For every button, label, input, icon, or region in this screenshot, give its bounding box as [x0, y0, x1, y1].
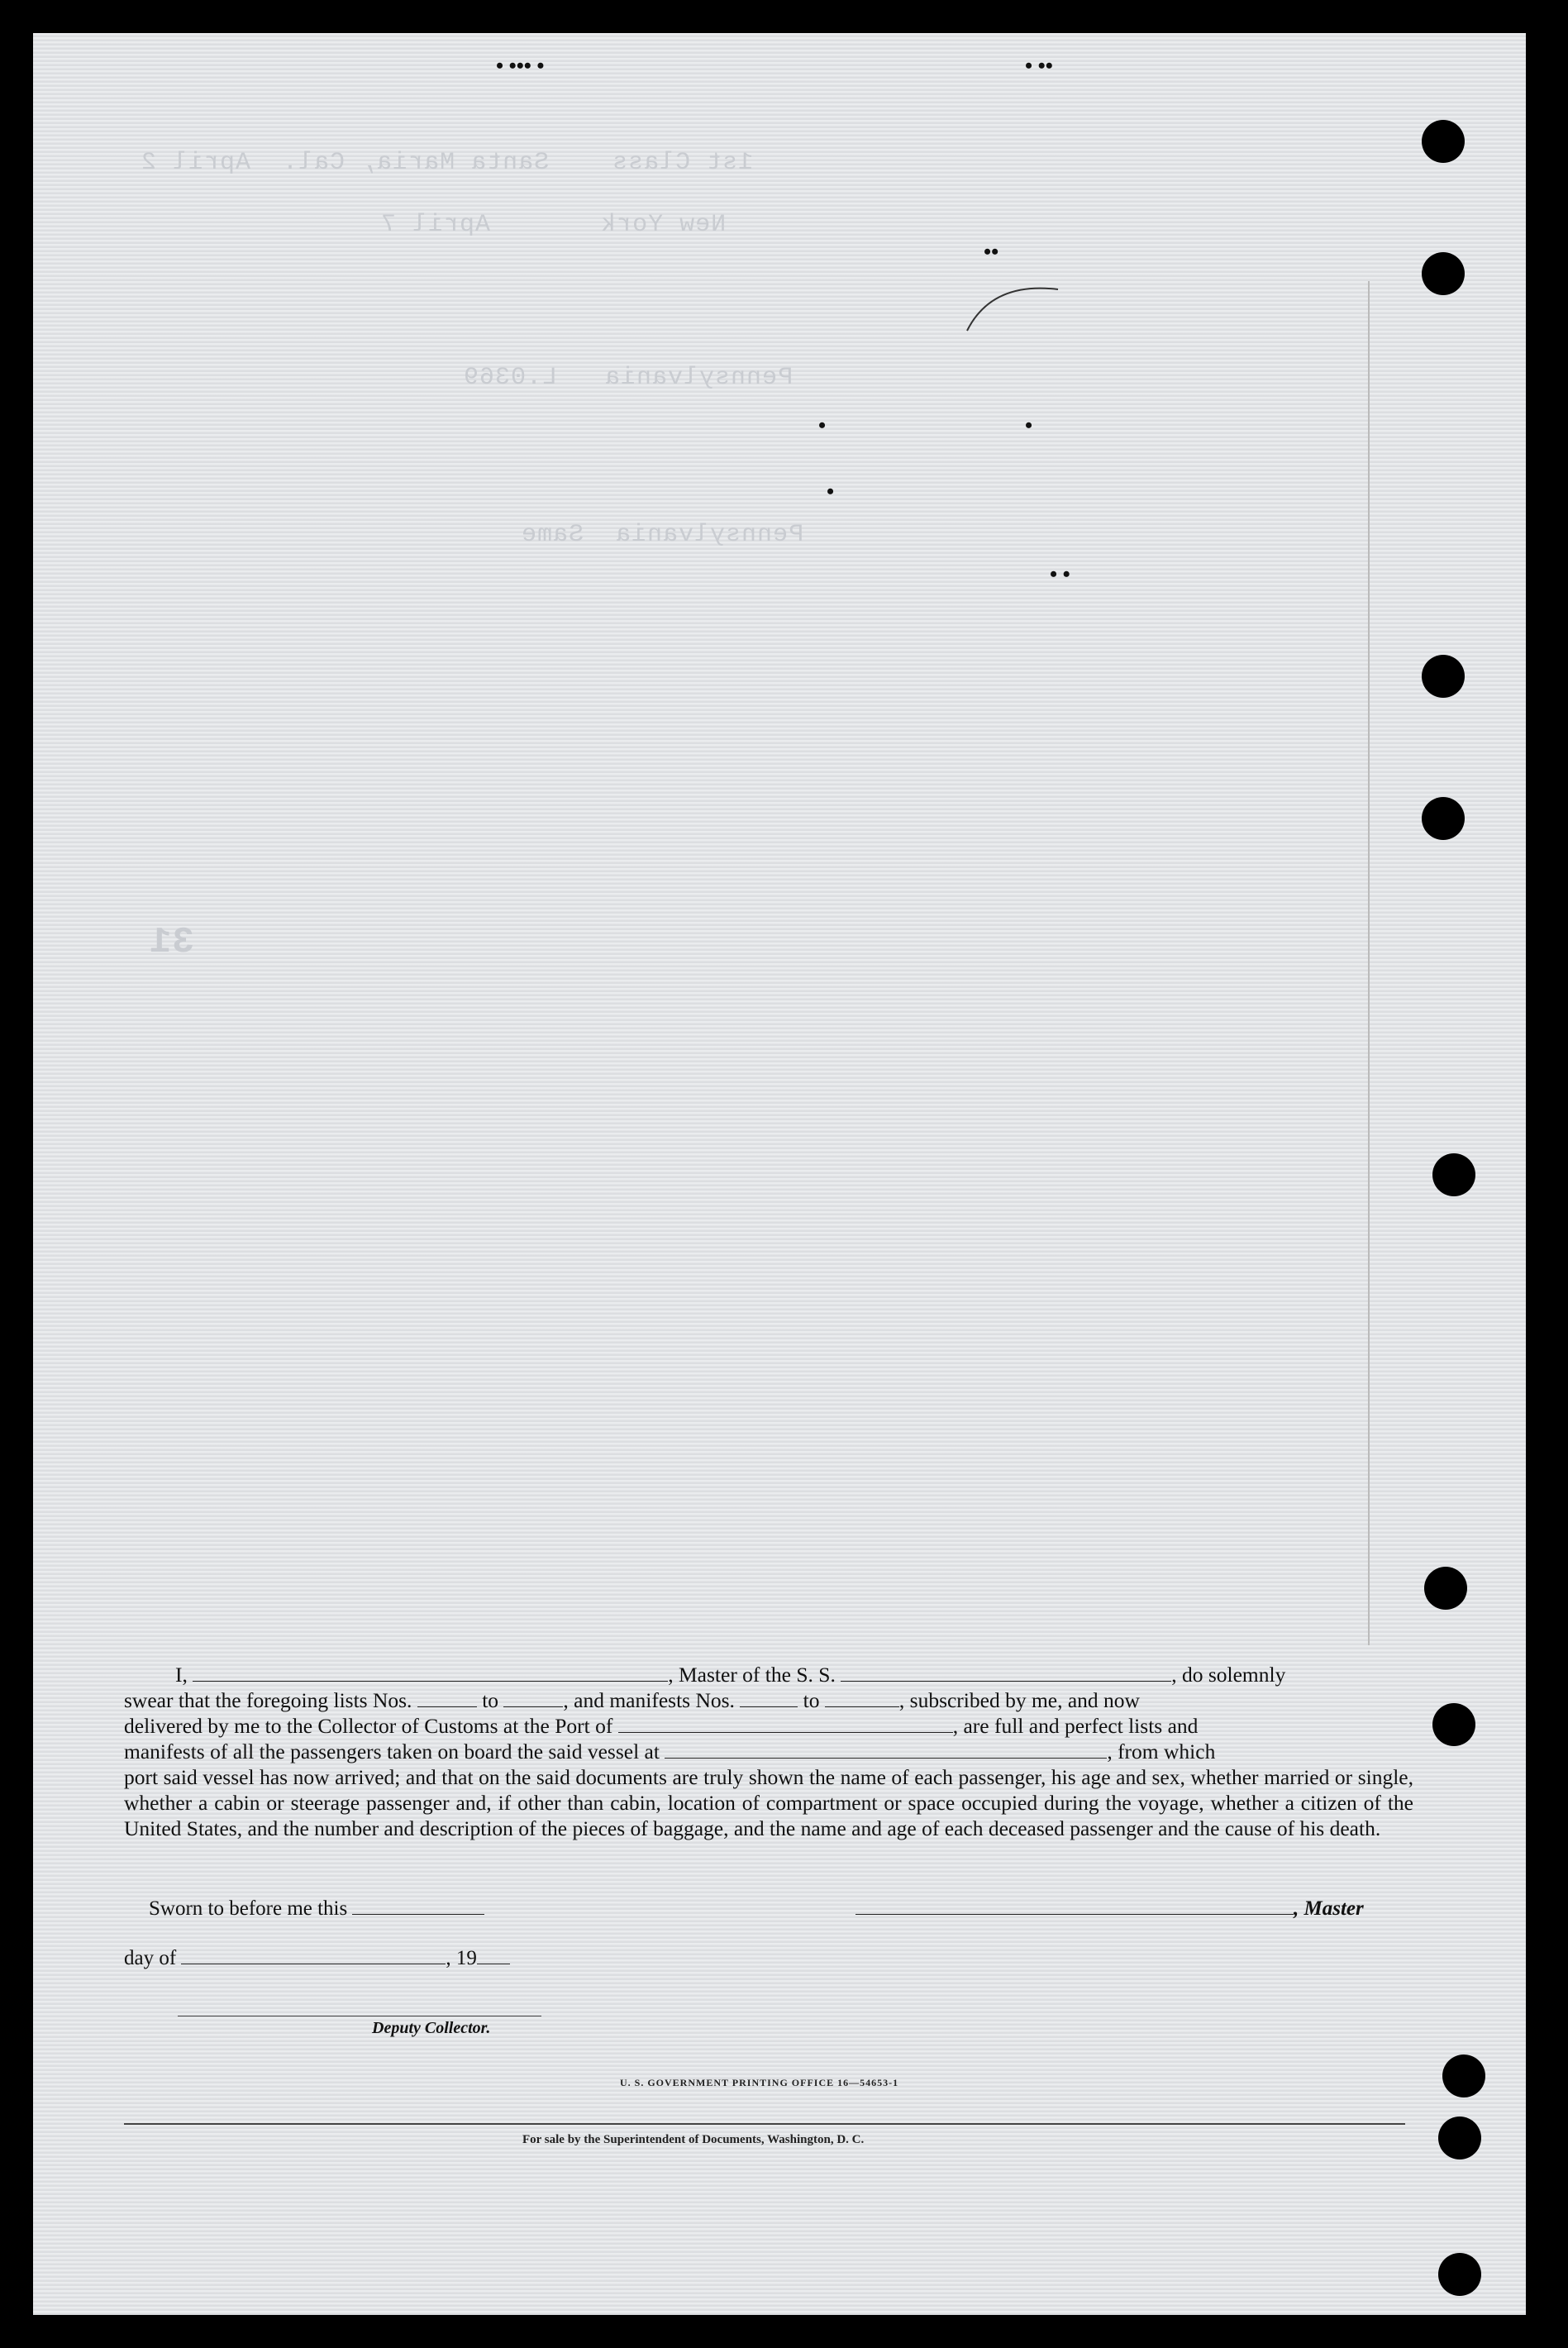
- sworn-line: [149, 1897, 484, 1921]
- margin-line: [1368, 281, 1370, 1645]
- oath-text: to: [482, 1688, 499, 1712]
- bleed-through-line: Pennsylvania L.0369: [463, 364, 794, 392]
- blank-master-name: [193, 1664, 668, 1682]
- oath-text: , subscribed by me, and now: [898, 1688, 1140, 1712]
- punch-hole: [1438, 2253, 1481, 2296]
- sworn-label: Sworn to before me this: [149, 1897, 348, 1920]
- oath-text: , Master of the S. S.: [668, 1663, 836, 1687]
- ink-mark: •: [1025, 413, 1033, 437]
- blank-list-to: [503, 1690, 563, 1707]
- punch-hole: [1422, 252, 1465, 295]
- oath-text: manifests of all the passengers taken on board the said vessel at: [124, 1740, 660, 1763]
- ink-mark: • ••: [1025, 54, 1053, 78]
- oath-text: I,: [175, 1663, 188, 1687]
- footer-rule: [124, 2123, 1405, 2125]
- punch-hole: [1442, 2054, 1485, 2097]
- oath-text: to: [803, 1688, 820, 1712]
- blank-month: [181, 1947, 446, 1964]
- bleed-through-line: New York April 7: [380, 211, 727, 239]
- bleed-through-number: 31: [149, 922, 194, 963]
- gpo-imprint: U. S. GOVERNMENT PRINTING OFFICE 16—54653-1: [620, 2077, 899, 2088]
- blank-manifest-from: [740, 1690, 798, 1707]
- punch-hole: [1432, 1153, 1475, 1196]
- blank-port: [618, 1716, 953, 1733]
- deputy-collector-label: Deputy Collector.: [372, 2019, 491, 2037]
- ink-mark: •: [827, 480, 835, 503]
- punch-hole: [1424, 1567, 1467, 1610]
- blank-manifest-to: [825, 1690, 899, 1707]
- master-signature-line: [855, 1897, 1364, 1921]
- day-of-line: [124, 1947, 510, 1970]
- punch-hole: [1422, 797, 1465, 840]
- blank-sworn-date: [352, 1897, 484, 1915]
- ink-mark: • ••• •: [496, 54, 545, 78]
- oath-text: port said vessel has now arrived; and that on the said documents are truly shown the name of each passenger, his age and sex, whether married or single, whether a cabin or steerage passenger and, if other than cabin, location of compartment or space occupied during the voyage, whether a citizen of the United States, and the number and description of the pieces of baggage, and the name and age of each deceased passenger and the cause of his death.: [124, 1765, 1413, 1840]
- bleed-through-line: 1st Class Santa Maria, Cal. April 2: [141, 149, 754, 177]
- punch-hole: [1432, 1703, 1475, 1746]
- blank-departure-port: [665, 1741, 1107, 1759]
- oath-text: , do solemnly: [1171, 1663, 1286, 1687]
- blank-master-signature: [855, 1897, 1294, 1915]
- oath-text: , from which: [1107, 1740, 1216, 1763]
- ink-mark: • •: [1050, 562, 1070, 586]
- punch-hole: [1422, 120, 1465, 163]
- punch-hole: [1438, 2117, 1481, 2159]
- oath-text: swear that the foregoing lists Nos.: [124, 1688, 412, 1712]
- blank-list-from: [417, 1690, 477, 1707]
- oath-paragraph: [124, 1662, 1413, 1841]
- day-of-label: day of: [124, 1947, 177, 1969]
- blank-year: [477, 1947, 510, 1964]
- oath-text: , and manifests Nos.: [563, 1688, 735, 1712]
- ink-mark: •: [818, 413, 827, 437]
- oath-text: delivered by me to the Collector of Customs at the Port of: [124, 1714, 613, 1738]
- blank-ship-name: [841, 1664, 1171, 1682]
- pen-stroke: [959, 281, 1157, 380]
- oath-text: , are full and perfect lists and: [952, 1714, 1199, 1738]
- punch-hole: [1422, 655, 1465, 698]
- bleed-through-line: Pennsylvania Same: [521, 521, 804, 549]
- sale-notice: For sale by the Superintendent of Documents, Washington, D. C.: [522, 2133, 865, 2146]
- master-label: , Master: [1294, 1897, 1364, 1920]
- document-page: [33, 33, 1526, 2315]
- year-label: , 19: [446, 1947, 477, 1969]
- ink-mark: ••: [984, 240, 999, 264]
